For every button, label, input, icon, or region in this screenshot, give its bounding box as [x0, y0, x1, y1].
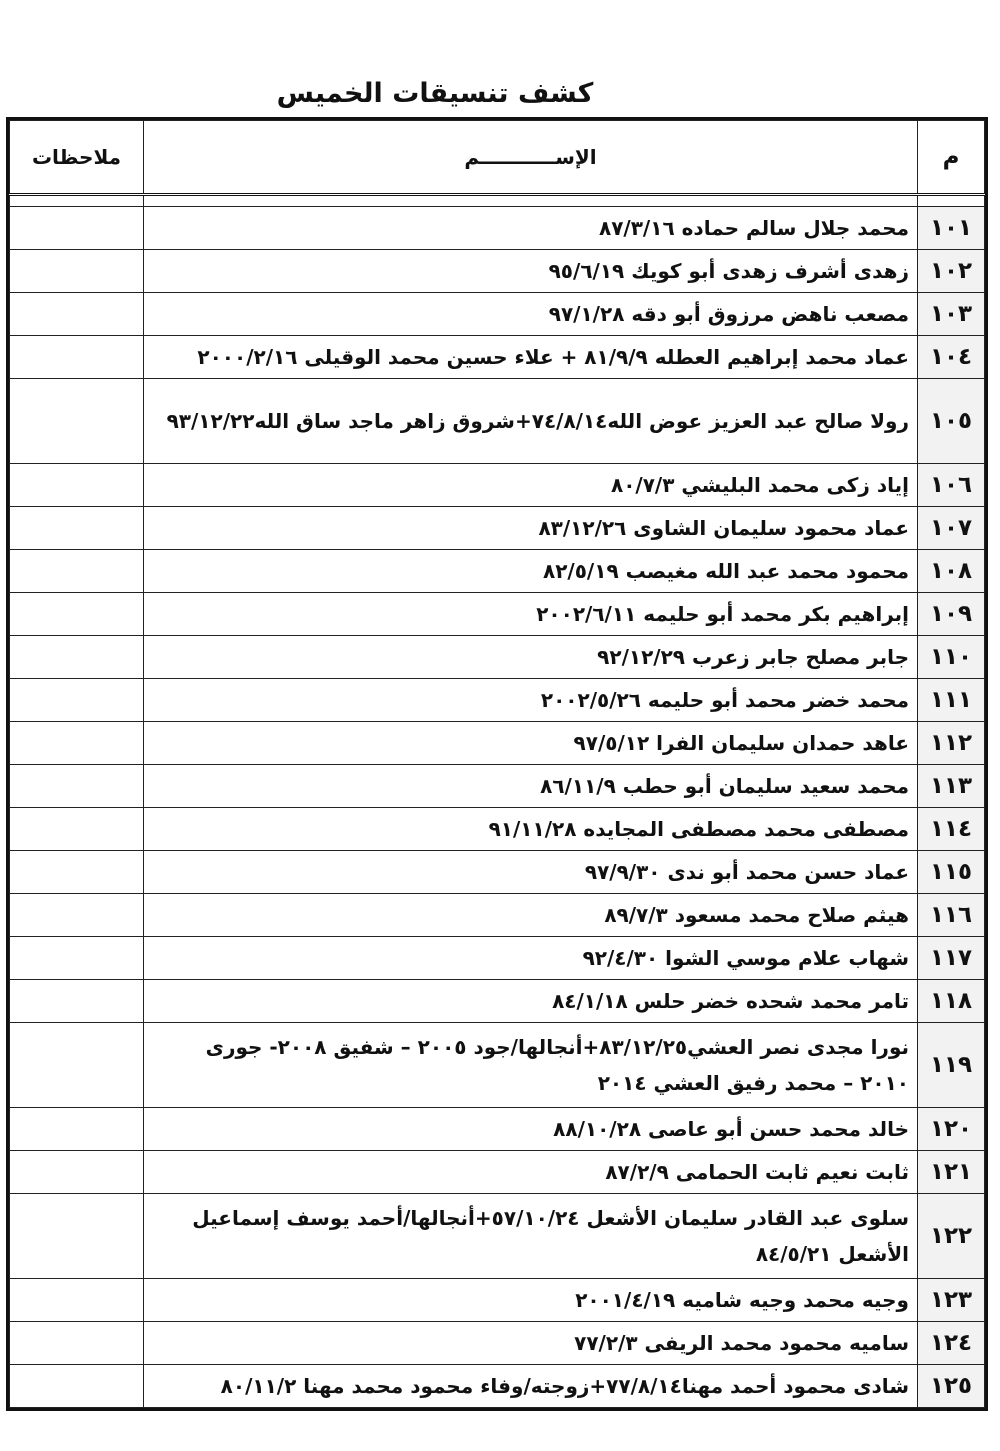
row-name-cell: هيثم صلاح محمد مسعود ٨٩/٧/٣: [144, 894, 918, 937]
row-name-cell: شهاب علام موسي الشوا ٩٢/٤/٣٠: [144, 937, 918, 980]
row-name-cell: ثابت نعيم ثابت الحمامى ٨٧/٢/٩: [144, 1151, 918, 1194]
table-row: [10, 207, 985, 250]
row-number-cell: ١٠٦: [918, 464, 985, 507]
row-name-cell: محمد سعيد سليمان أبو حطب ٨٦/١١/٩: [144, 765, 918, 808]
row-number-cell: ١٠١: [918, 207, 985, 250]
row-name-cell: ساميه محمود محمد الريفى ٧٧/٢/٣: [144, 1322, 918, 1365]
row-notes-cell: [10, 1279, 144, 1322]
table-row: [10, 937, 985, 980]
row-notes-cell: [10, 636, 144, 679]
table-row: [10, 1322, 985, 1365]
table-row: [10, 379, 985, 464]
row-number-cell: ١١٩: [918, 1023, 985, 1108]
row-notes-cell: [10, 550, 144, 593]
row-name-cell: وجيه محمد وجيه شاميه ٢٠٠١/٤/١٩: [144, 1279, 918, 1322]
row-name-cell: جابر مصلح جابر زعرب ٩٢/١٢/٢٩: [144, 636, 918, 679]
row-notes-cell: [10, 765, 144, 808]
row-notes-cell: [10, 250, 144, 293]
row-notes-cell: [10, 1322, 144, 1365]
row-notes-cell: [10, 207, 144, 250]
header-separator: [10, 195, 985, 207]
row-number-cell: ١١٦: [918, 894, 985, 937]
header-number: م: [918, 121, 985, 195]
table-row: [10, 250, 985, 293]
table-row: [10, 1151, 985, 1194]
row-notes-cell: [10, 937, 144, 980]
row-number-cell: ١٢٥: [918, 1365, 985, 1408]
table-row: [10, 765, 985, 808]
row-name-cell: عماد محمد إبراهيم العطله ٨١/٩/٩ + علاء حسين محمد الوقيلى ٢٠٠٠/٢/١٦: [144, 336, 918, 379]
row-name-cell: زهدى أشرف زهدى أبو كويك ٩٥/٦/١٩: [144, 250, 918, 293]
row-name-cell: عماد محمود سليمان الشاوى ٨٣/١٢/٢٦: [144, 507, 918, 550]
table-row: [10, 507, 985, 550]
row-name-cell: شادى محمود أحمد مهنا٧٧/٨/١٤+زوجته/وفاء محمود محمد مهنا ٨٠/١١/٢: [144, 1365, 918, 1408]
table-row: [10, 722, 985, 765]
row-number-cell: ١٢٠: [918, 1108, 985, 1151]
row-name-cell: تامر محمد شحده خضر حلس ٨٤/١/١٨: [144, 980, 918, 1023]
table-header-row: [10, 121, 985, 195]
row-notes-cell: [10, 464, 144, 507]
table-row: [10, 1194, 985, 1279]
table-row: [10, 1279, 985, 1322]
row-number-cell: ١١٠: [918, 636, 985, 679]
row-name-cell: محمد خضر محمد أبو حليمه ٢٠٠٢/٥/٢٦: [144, 679, 918, 722]
table-row: [10, 550, 985, 593]
row-notes-cell: [10, 1108, 144, 1151]
row-number-cell: ١٠٧: [918, 507, 985, 550]
row-number-cell: ١١١: [918, 679, 985, 722]
row-number-cell: ١١٨: [918, 980, 985, 1023]
row-name-cell: إبراهيم بكر محمد أبو حليمه ٢٠٠٢/٦/١١: [144, 593, 918, 636]
table-row: [10, 1108, 985, 1151]
table-row: [10, 679, 985, 722]
row-number-cell: ١٢٤: [918, 1322, 985, 1365]
row-notes-cell: [10, 980, 144, 1023]
row-name-cell: عاهد حمدان سليمان الفرا ٩٧/٥/١٢: [144, 722, 918, 765]
row-name-cell: مصطفى محمد مصطفى المجايده ٩١/١١/٢٨: [144, 808, 918, 851]
row-notes-cell: [10, 593, 144, 636]
row-number-cell: ١٢٢: [918, 1194, 985, 1279]
row-number-cell: ١٠٥: [918, 379, 985, 464]
row-number-cell: ١٠٢: [918, 250, 985, 293]
roster-table: [9, 120, 985, 1408]
table-row: [10, 336, 985, 379]
row-notes-cell: [10, 336, 144, 379]
row-name-cell: محمد جلال سالم حماده ٨٧/٣/١٦: [144, 207, 918, 250]
row-notes-cell: [10, 679, 144, 722]
row-number-cell: ١١٢: [918, 722, 985, 765]
row-name-cell: محمود محمد عبد الله مغيصب ٨٢/٥/١٩: [144, 550, 918, 593]
row-number-cell: ١٠٨: [918, 550, 985, 593]
row-notes-cell: [10, 851, 144, 894]
table-row: [10, 1365, 985, 1408]
roster-table-frame: [6, 117, 988, 1411]
row-number-cell: ١١٥: [918, 851, 985, 894]
row-number-cell: ١٠٩: [918, 593, 985, 636]
table-row: [10, 1023, 985, 1108]
table-row: [10, 464, 985, 507]
row-notes-cell: [10, 507, 144, 550]
row-number-cell: ١١٣: [918, 765, 985, 808]
row-name-cell: سلوى عبد القادر سليمان الأشعل ٥٧/١٠/٢٤+أنجالها/أحمد يوسف إسماعيل الأشعل ٨٤/٥/٢١: [144, 1194, 918, 1279]
table-row: [10, 980, 985, 1023]
row-number-cell: ١٠٤: [918, 336, 985, 379]
row-notes-cell: [10, 808, 144, 851]
row-number-cell: ١٢٣: [918, 1279, 985, 1322]
row-notes-cell: [10, 293, 144, 336]
row-notes-cell: [10, 1023, 144, 1108]
row-notes-cell: [10, 894, 144, 937]
row-name-cell: خالد محمد حسن أبو عاصى ٨٨/١٠/٢٨: [144, 1108, 918, 1151]
row-name-cell: مصعب ناهض مرزوق أبو دقه ٩٧/١/٢٨: [144, 293, 918, 336]
page-title: كشف تنسيقات الخميس: [276, 78, 594, 109]
row-number-cell: ١١٧: [918, 937, 985, 980]
row-notes-cell: [10, 379, 144, 464]
row-number-cell: ١١٤: [918, 808, 985, 851]
header-notes: ملاحظات: [10, 121, 144, 195]
table-row: [10, 593, 985, 636]
header-name: الإســـــــــــم: [144, 121, 918, 195]
row-notes-cell: [10, 1365, 144, 1408]
table-row: [10, 894, 985, 937]
table-row: [10, 851, 985, 894]
table-row: [10, 808, 985, 851]
row-number-cell: ١٢١: [918, 1151, 985, 1194]
row-notes-cell: [10, 722, 144, 765]
row-number-cell: ١٠٣: [918, 293, 985, 336]
row-notes-cell: [10, 1194, 144, 1279]
row-name-cell: عماد حسن محمد أبو ندى ٩٧/٩/٣٠: [144, 851, 918, 894]
row-name-cell: إياد زكى محمد البليشي ٨٠/٧/٣: [144, 464, 918, 507]
row-notes-cell: [10, 1151, 144, 1194]
row-name-cell: نورا مجدى نصر العشي٨٣/١٢/٢٥+أنجالها/جود ٢٠٠٥ – شفيق ٢٠٠٨- جورى ٢٠١٠ – محمد رفيق العشي ٢٠١٤: [144, 1023, 918, 1108]
table-row: [10, 293, 985, 336]
row-name-cell: رولا صالح عبد العزيز عوض الله٧٤/٨/١٤+شروق زاهر ماجد ساق الله٩٣/١٢/٢٢: [144, 379, 918, 464]
table-row: [10, 636, 985, 679]
